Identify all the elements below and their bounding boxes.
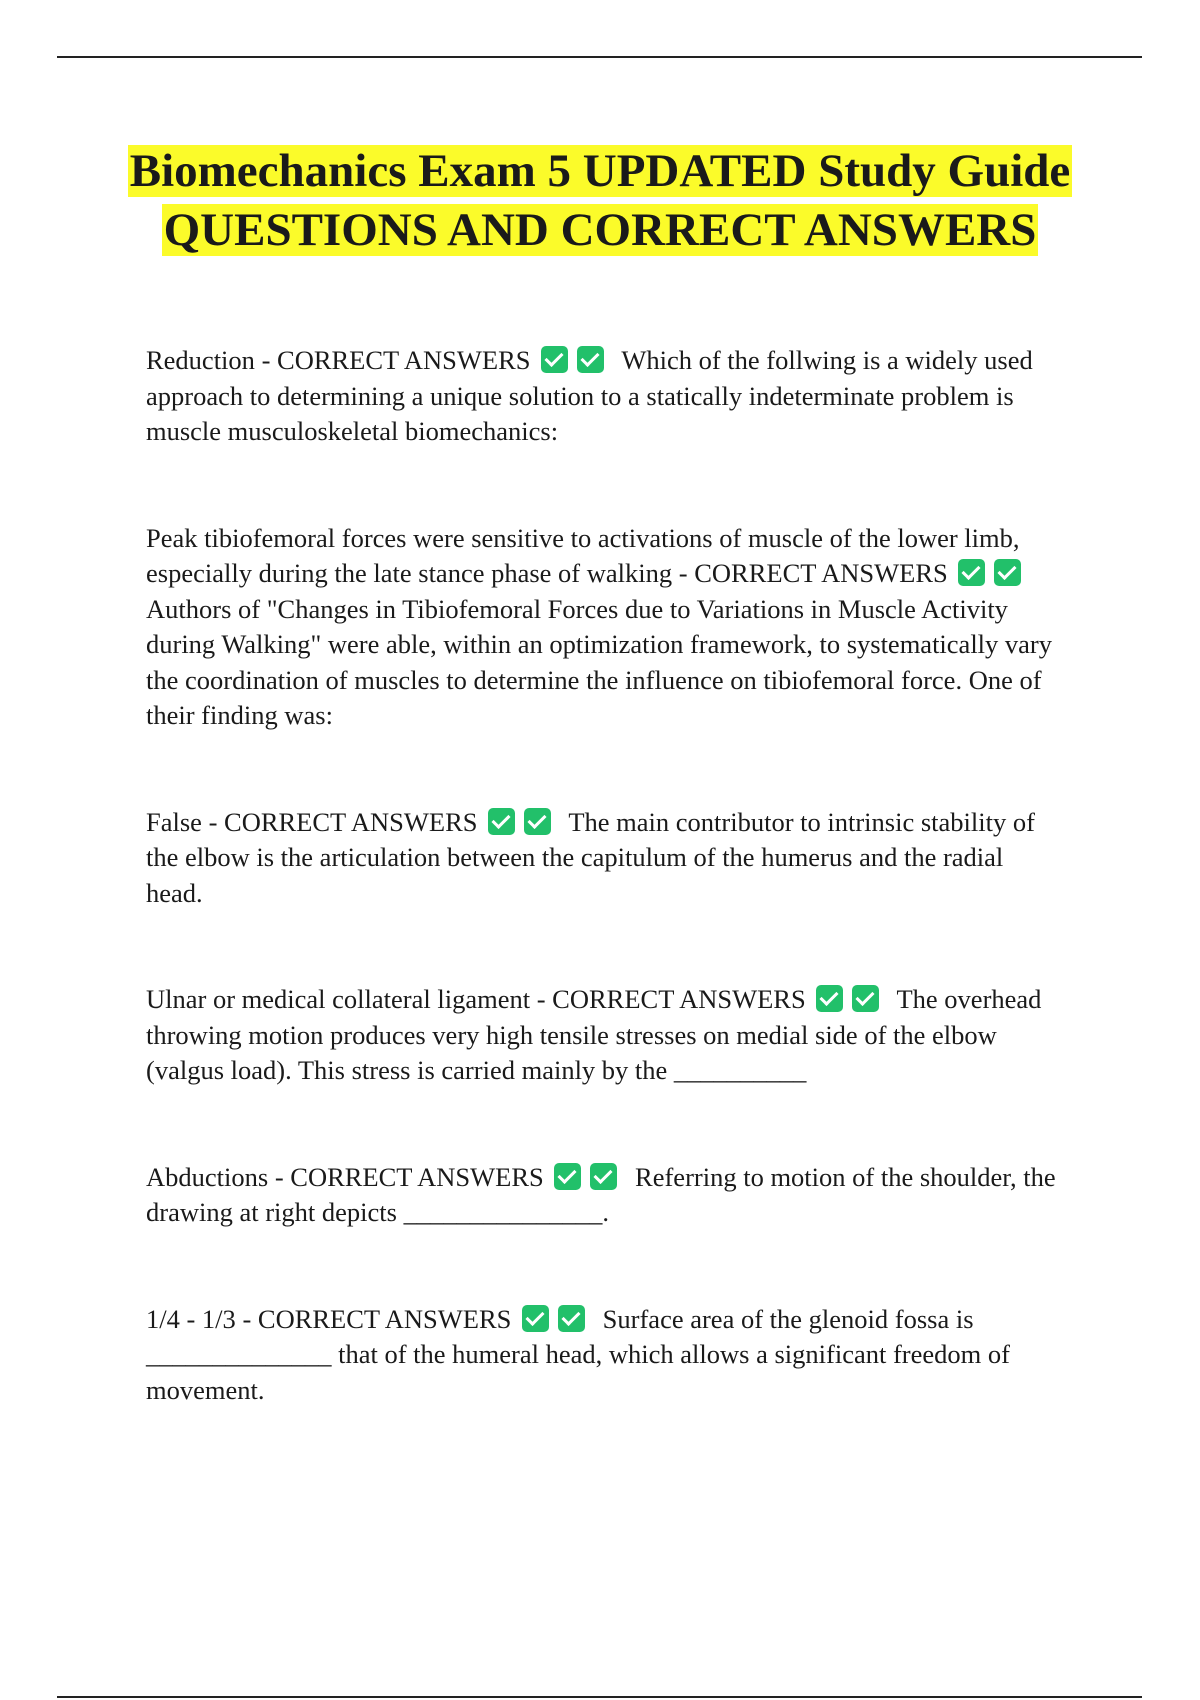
qa-separator: - CORRECT ANSWERS bbox=[530, 984, 806, 1014]
check-mark-icon bbox=[852, 985, 879, 1012]
qa-item bbox=[146, 343, 1066, 450]
qa-question: Which of the follwing is a widely used approach to determining a unique solution to a statically indeterminate problem is muscle musculoskeletal biomechanics: bbox=[146, 345, 1033, 446]
qa-separator: - CORRECT ANSWERS bbox=[201, 806, 478, 837]
qa-item bbox=[146, 805, 1066, 912]
check-mark-icon bbox=[522, 1305, 549, 1332]
check-mark-icon bbox=[958, 559, 985, 586]
check-mark-icon bbox=[524, 808, 551, 835]
check-mark-icon bbox=[554, 1163, 581, 1190]
check-mark-icon bbox=[816, 985, 843, 1012]
qa-question: The overhead throwing motion produces very high tensile stresses on medial side of the elbow (valgus load). This stress is carried mainly by the __________ bbox=[146, 984, 1042, 1085]
qa-list bbox=[146, 343, 1066, 1408]
qa-item bbox=[146, 521, 1066, 734]
check-mark-icon bbox=[994, 559, 1021, 586]
check-mark-icon bbox=[590, 1163, 617, 1190]
document-title bbox=[120, 142, 1080, 260]
qa-answer: False bbox=[146, 806, 202, 837]
qa-item bbox=[146, 1160, 1066, 1231]
bottom-rule bbox=[57, 1696, 1142, 1698]
qa-answer: 1/4 - 1/3 bbox=[146, 1303, 236, 1334]
qa-question: Authors of "Changes in Tibiofemoral Forces due to Variations in Muscle Activity during Walking" were able, within an optimization framework, to systematically vary the coordination of muscles to determine the influence on tibiofemoral force. One of their finding was: bbox=[146, 593, 1053, 730]
qa-separator: - CORRECT ANSWERS bbox=[672, 558, 948, 588]
qa-separator: - CORRECT ANSWERS bbox=[268, 1161, 544, 1192]
qa-item bbox=[146, 1302, 1066, 1409]
qa-answer: Abductions bbox=[146, 1161, 269, 1192]
top-rule bbox=[57, 56, 1142, 58]
qa-question: Referring to motion of the shoulder, the drawing at right depicts _______________. bbox=[146, 1161, 1056, 1227]
check-mark-icon bbox=[488, 808, 515, 835]
qa-answer: Reduction bbox=[146, 345, 255, 375]
qa-item bbox=[146, 982, 1066, 1089]
qa-separator: - CORRECT ANSWERS bbox=[235, 1303, 512, 1334]
qa-separator: - CORRECT ANSWERS bbox=[254, 345, 531, 375]
qa-question: Surface area of the glenoid fossa is ______________ that of the humeral head, which allows a significant freedom of movement. bbox=[146, 1303, 1010, 1405]
qa-answer: Ulnar or medical collateral ligament bbox=[146, 984, 531, 1014]
title-highlight: Biomechanics Exam 5 UPDATED Study Guide QUESTIONS AND CORRECT ANSWERS bbox=[129, 145, 1071, 256]
check-mark-icon bbox=[558, 1305, 585, 1332]
qa-question: The main contributor to intrinsic stability of the elbow is the articulation between the capitulum of the humerus and the radial head. bbox=[146, 806, 1035, 908]
qa-answer: Peak tibiofemoral forces were sensitive to activations of muscle of the lower limb, especially during the late stance phase of walking bbox=[146, 522, 1020, 588]
check-mark-icon bbox=[577, 346, 604, 373]
check-mark-icon bbox=[541, 346, 568, 373]
